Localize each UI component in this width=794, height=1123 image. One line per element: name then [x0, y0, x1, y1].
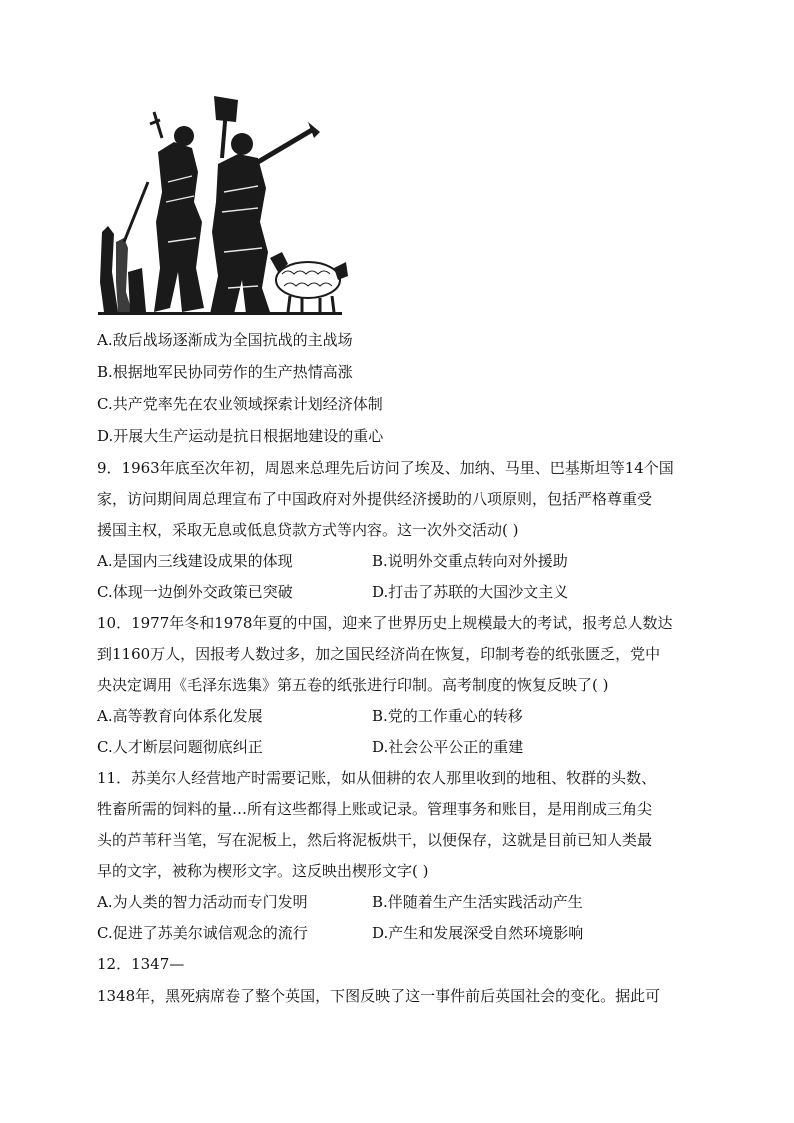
- q8-option-a: A.敌后战场逐渐成为全国抗战的主战场: [97, 331, 353, 349]
- q9-stem-line-1: 9．1963年底至次年初，周恩来总理先后访问了埃及、加纳、马里、巴基斯坦等14个国: [97, 459, 674, 477]
- q9-option-a: A.是国内三线建设成果的体现: [97, 552, 293, 570]
- q9-option-d: D.打击了苏联的大国沙文主义: [372, 583, 569, 601]
- q8-option-d: D.开展大生产运动是抗日根据地建设的重心: [97, 427, 384, 445]
- q10-stem-line-3: 央决定调用《毛泽东选集》第五卷的纸张进行印制。高考制度的恢复反映了( ): [97, 676, 609, 694]
- q10-option-a: A.高等教育向体系化发展: [97, 707, 263, 725]
- q9-option-c: C.体现一边倒外交政策已突破: [97, 583, 293, 601]
- q11-option-d: D.产生和发展深受自然环境影响: [372, 924, 584, 942]
- q10-stem-line-2: 到1160万人，因报考人数过多，加之国民经济尚在恢复，印制考卷的纸张匮乏，党中: [97, 645, 661, 663]
- q9-stem-line-3: 援国主权，采取无息或低息贷款方式等内容。这一次外交活动( ): [97, 521, 519, 539]
- q8-option-b: B.根据地军民协同劳作的生产热情高涨: [97, 363, 353, 381]
- q11-option-b: B.伴随着生产生活实践活动产生: [372, 893, 583, 911]
- q9-stem-line-2: 家，访问期间周总理宣布了中国政府对外提供经济援助的八项原则，包括严格尊重受: [97, 490, 653, 508]
- q10-stem-line-1: 10．1977年冬和1978年夏的中国，迎来了世界历史上规模最大的考试，报考总人数达: [97, 614, 673, 632]
- q9-option-b: B.说明外交重点转向对外援助: [372, 552, 568, 570]
- q12-stem-line-1: 12．1347—: [97, 955, 185, 973]
- q11-stem-line-2: 牲畜所需的饲料的量…所有这些都得上账或记录。管理事务和账目，是用削成三角尖: [97, 800, 653, 818]
- q11-stem-line-1: 11．苏美尔人经营地产时需要记账，如从佃耕的农人那里收到的地租、牧群的头数、: [97, 769, 657, 787]
- labor-illustration: [98, 92, 350, 318]
- q10-option-b: B.党的工作重心的转移: [372, 707, 523, 725]
- q11-option-a: A.为人类的智力活动而专门发明: [97, 893, 308, 911]
- q11-option-c: C.促进了苏美尔诚信观念的流行: [97, 924, 308, 942]
- q8-option-c: C.共产党率先在农业领域探索计划经济体制: [97, 395, 383, 413]
- q12-stem-line-2: 1348年，黑死病席卷了整个英国，下图反映了这一事件前后英国社会的变化。据此可: [97, 987, 661, 1005]
- q10-option-c: C.人才断层问题彻底纠正: [97, 738, 263, 756]
- q10-option-d: D.社会公平公正的重建: [372, 738, 524, 756]
- q11-stem-line-3: 头的芦苇秆当笔，写在泥板上，然后将泥板烘干，以便保存，这就是目前已知人类最: [97, 831, 653, 849]
- q11-stem-line-4: 早的文字，被称为楔形文字。这反映出楔形文字( ): [97, 862, 429, 880]
